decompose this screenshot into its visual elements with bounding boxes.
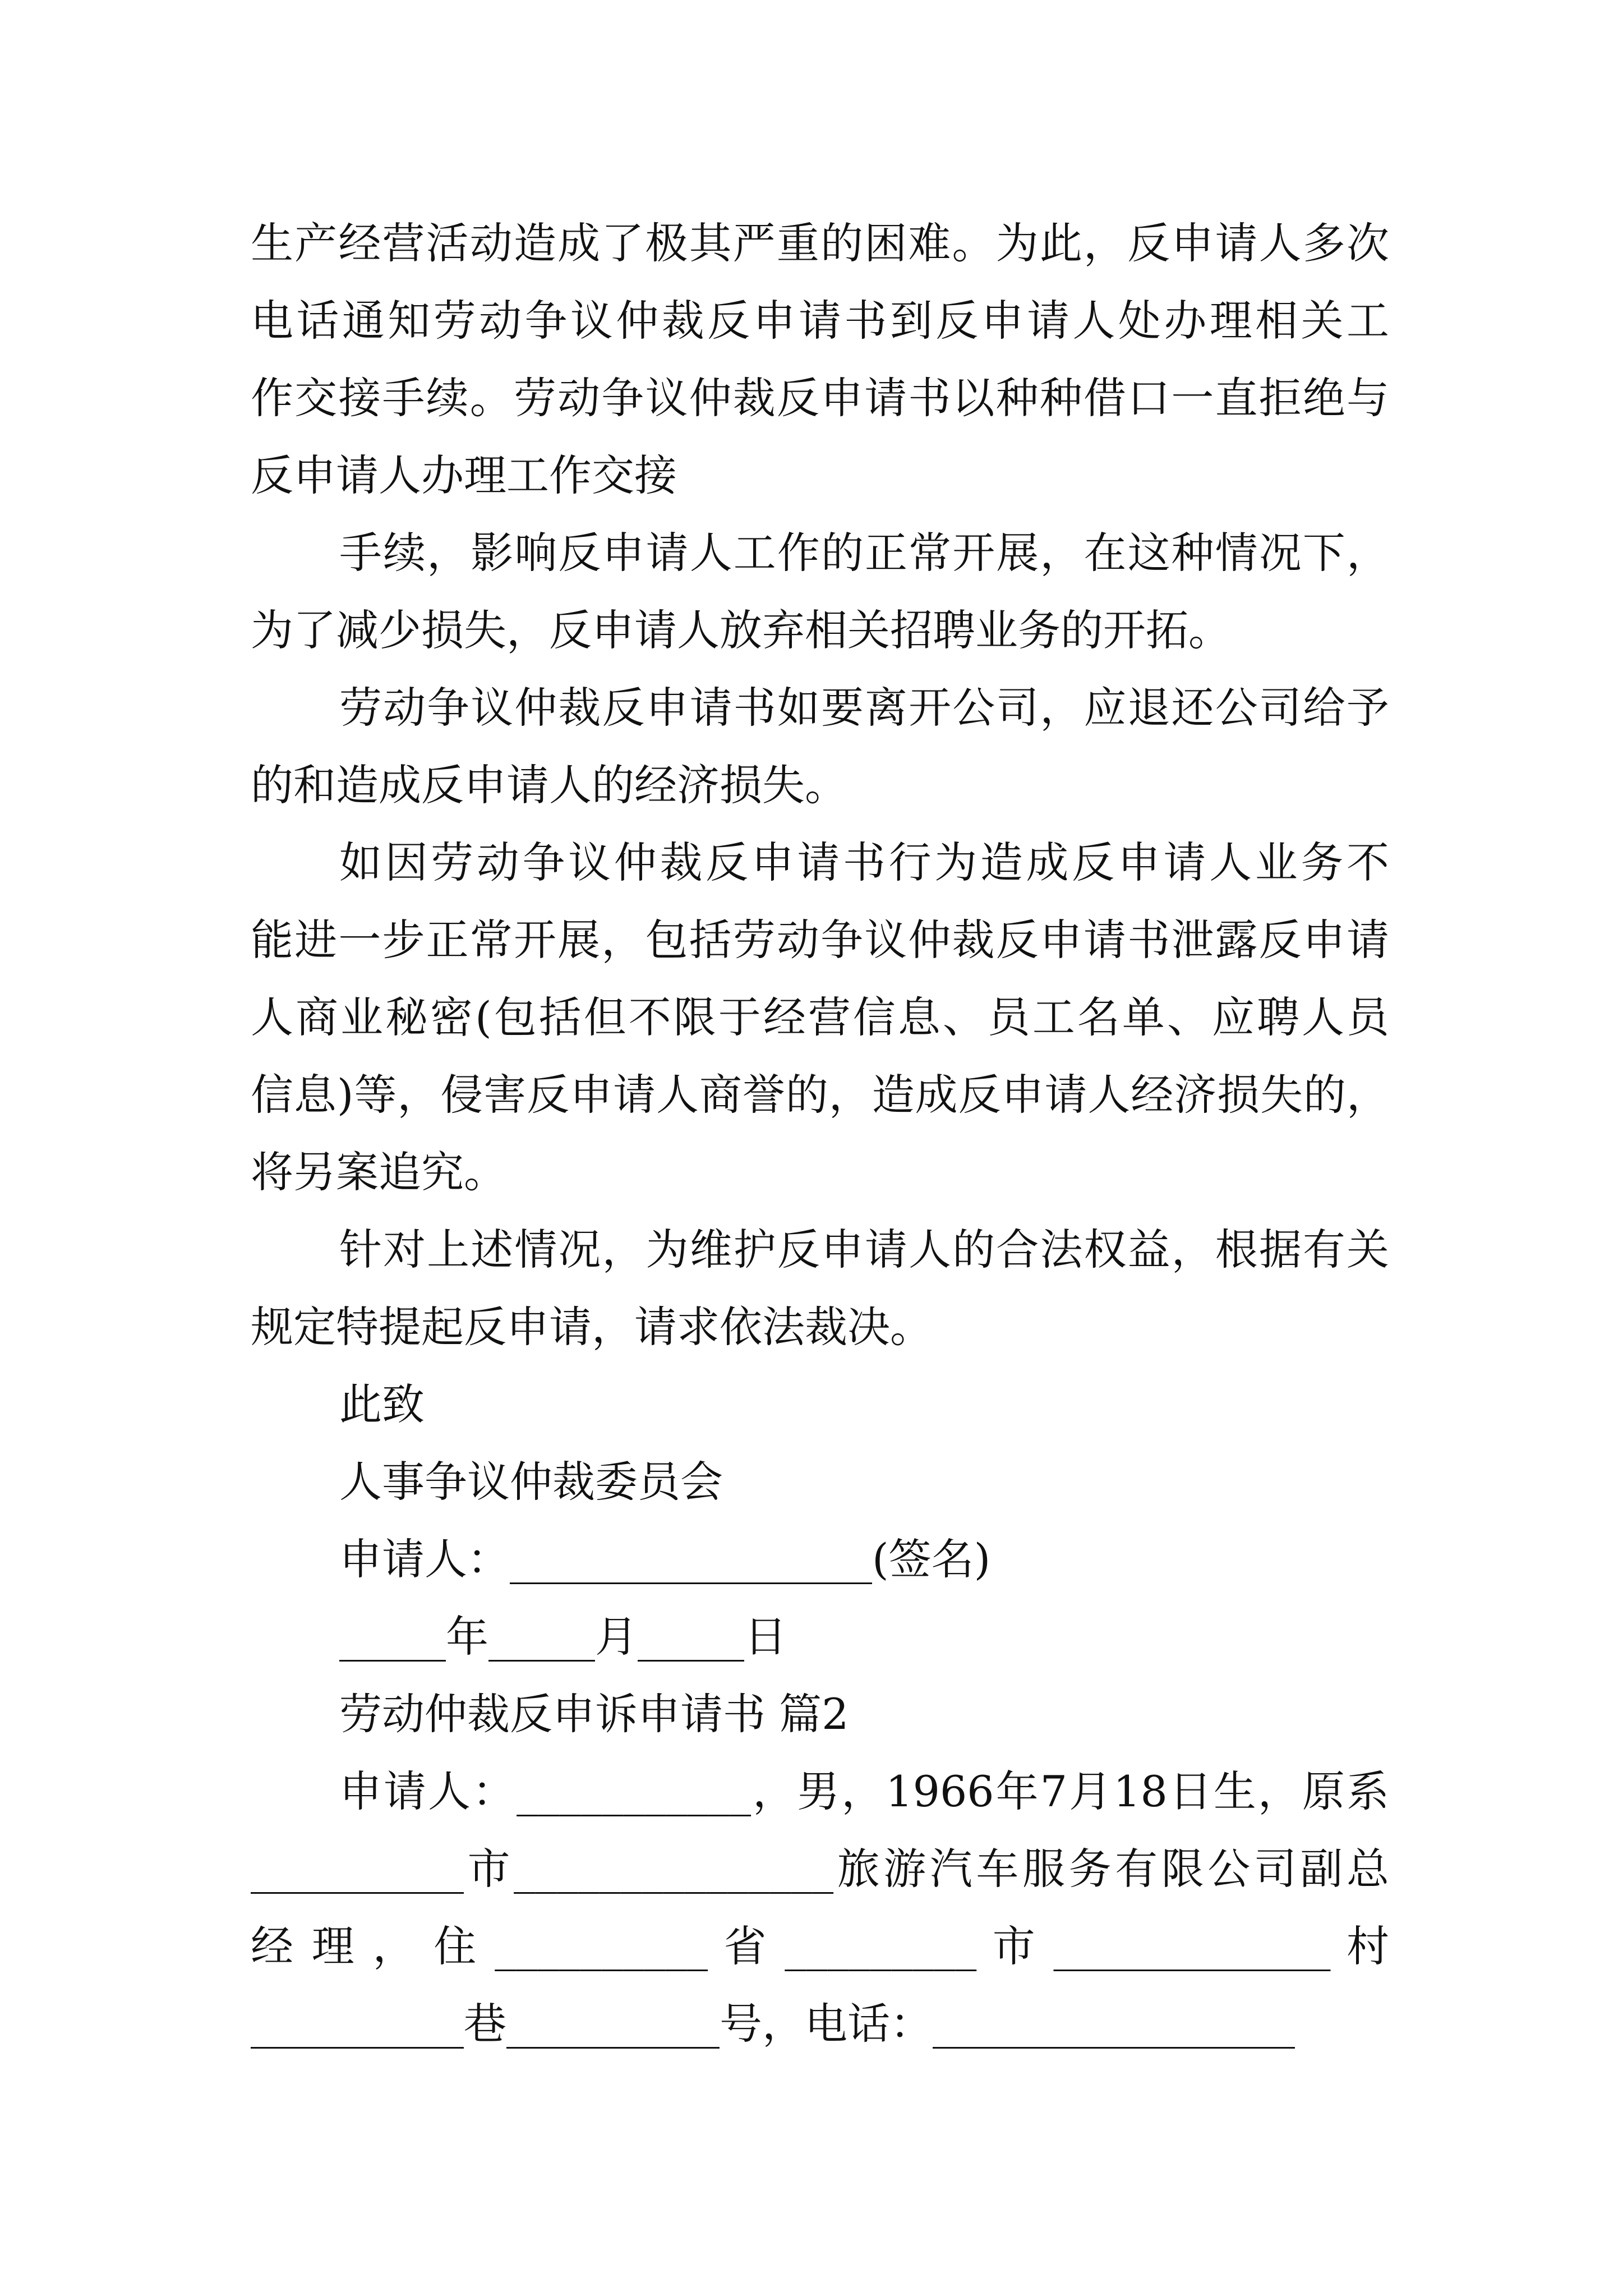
body-line: 将另案追究。 (251, 1147, 506, 1197)
document-body (251, 205, 1389, 2063)
body-line: 规定特提起反申请，请求依法裁决。 (251, 1302, 933, 1352)
body-line: 劳动争议仲裁反申请书如要离开公司，应退还公司给予 (339, 683, 1389, 733)
body-line: 为了减少损失，反申请人放弃相关招聘业务的开拓。 (251, 605, 1231, 655)
body-line: 作交接手续。劳动争议仲裁反申请书以种种借口一直拒绝与 (251, 373, 1389, 423)
section-heading: 劳动仲裁反申诉申请书 篇2 (339, 1689, 849, 1739)
body-line: 生产经营活动造成了极其严重的困难。为此，反申请人多次 (251, 218, 1389, 268)
body-line: 人商业秘密(包括但不限于经营信息、员工名单、应聘人员 (251, 992, 1389, 1042)
body-line: 反申请人办理工作交接 (251, 450, 677, 500)
applicant-info-line: 经 理 ， 住 __________ 省 _________ 市 _____________ 村 (251, 1921, 1389, 1971)
applicant-info-line: __________市_______________旅游汽车服务有限公司副总 (251, 1844, 1389, 1894)
body-line: 手续，影响反申请人工作的正常开展，在这种情况下， (339, 528, 1389, 578)
body-line: 针对上述情况，为维护反申请人的合法权益，根据有关 (339, 1225, 1389, 1274)
body-line: 电话通知劳动争议仲裁反申请书到反申请人处办理相关工 (251, 296, 1389, 346)
recipient: 人事争议仲裁委员会 (339, 1457, 723, 1507)
body-line: 如因劳动争议仲裁反申请书行为造成反申请人业务不 (339, 838, 1389, 887)
body-line: 的和造成反申请人的经济损失。 (251, 760, 847, 810)
body-line: 信息)等，侵害反申请人商誉的，造成反申请人经济损失的， (251, 1070, 1389, 1120)
date-line: _____年_____月_____日 (339, 1612, 787, 1662)
salutation: 此致 (339, 1379, 425, 1429)
body-line: 能进一步正常开展，包括劳动争议仲裁反申请书泄露反申请 (251, 915, 1389, 965)
applicant-info-line: __________巷__________号，电话：_________________ (251, 1999, 1295, 2049)
applicant-info-line: 申请人：___________，男，1966年7月18日生，原系 (339, 1766, 1389, 1816)
signature-line: 申请人：_________________(签名) (339, 1534, 991, 1584)
